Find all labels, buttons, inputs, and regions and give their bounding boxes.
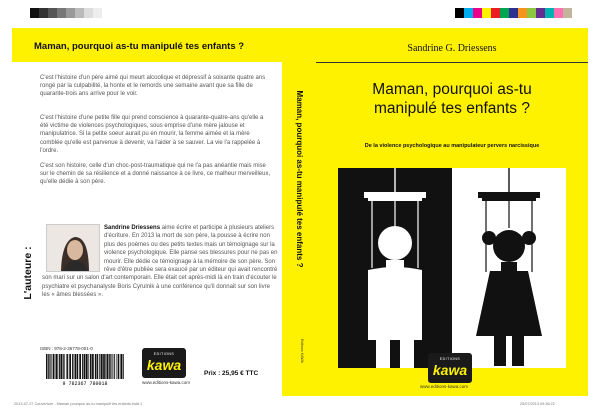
front-cover: [316, 28, 588, 396]
author-photo: [46, 224, 100, 272]
barcode-digits: 9 782367 780018: [62, 381, 108, 386]
back-cover-title: Maman, pourquoi as-tu manipulé tes enfants ?: [34, 41, 245, 52]
spine-title: Maman, pourquoi as-tu manipulé tes enfants ?: [295, 90, 304, 268]
publisher-url: www.editions-kawa.com: [420, 384, 469, 389]
divider: [316, 62, 588, 63]
blurb-paragraph: C'est l'histoire d'une petite fille qui prend conscience à quarante-quatre-ans qu'elle a été victime de violences psychologiques, sous emprise d'une mère jalouse et manipulatrice. Si la petite soeur aurait pu en mourir, la femme aimée et la mère comblée qu'elle est parvenue à devenir, va l'aider à se sauver. La vie l'a rappelée à l'ordre.: [40, 115, 264, 154]
blurb-paragraph: C'est son histoire, celle d'un choc-post-traumatique qui ne l'a pas anéantie mais mise sur le chemin de sa résilience et a donné naissance à ce livre, ce malheur merveilleux, qu'elle dédie à son père.: [40, 163, 271, 186]
author-bio-text: aime écrire et participe à plusieurs ateliers d'écriture. En 2013 la mort de son père, la pousse à écrire non plus des poèmes ou des petits textes mais un témoignage sur la violence psychologique. Elle panse ses blessures pour ne pas en mourir. Elle dédie ce témoignage à la mémoire de son père. Son rêve d'être publiée sera exaucé par un éditeur qui avait rencontré son mari sur un salon d'art contemporain. Elle était cet après-midi là en train d'écouter le psychiatre et psychanalyste Boris Cyrulnik à une conférence qu'il donnait sur son livre les « âmes blessées ».: [42, 225, 278, 299]
publisher-logo: EDITIONS kawa: [142, 348, 186, 378]
marionette-illustration: [338, 168, 566, 368]
front-cover-title: Maman, pourquoi as-tu manipulé tes enfants ?: [372, 81, 532, 117]
back-cover: [12, 28, 282, 396]
author-section-label: L'auteure :: [22, 246, 34, 300]
spine-publisher: Editions KAWA: [300, 338, 304, 364]
color-calibration-bar-left: [30, 8, 111, 18]
front-author-name: Sandrine G. Driessens: [407, 43, 497, 54]
book-cover-spread: [12, 28, 588, 396]
publisher-logo: EDITIONS kawa: [428, 353, 472, 383]
color-calibration-bar-right: [455, 8, 572, 18]
front-cover-subtitle: De la violence psychologique au manipulateur pervers narcissique: [364, 143, 540, 149]
barcode: [40, 354, 130, 386]
book-price: Prix : 25,95 € TTC: [204, 370, 259, 377]
isbn-number: ISBN : 978-2-36778-001-0: [40, 346, 93, 351]
author-name: Sandrine Driessens: [104, 225, 161, 231]
print-file-info: 2013-07-27 Couverture - Maman pourquoi as-tu manipulé tes enfants.indd 1: [14, 402, 143, 406]
blurb-paragraph: C'est l'histoire d'un père aimé qui meurt alcoolique et dépressif à soixante quatre ans rongé par la culpabilité, la honte et le remords une semaine avant que sa fille de quarante-trois ans arrive pour le voir.: [40, 75, 266, 98]
publisher-url: www.editions-kawa.com: [142, 380, 191, 385]
book-spine: [282, 28, 316, 396]
print-timestamp: 25/07/2013 09:36:22: [520, 402, 555, 406]
